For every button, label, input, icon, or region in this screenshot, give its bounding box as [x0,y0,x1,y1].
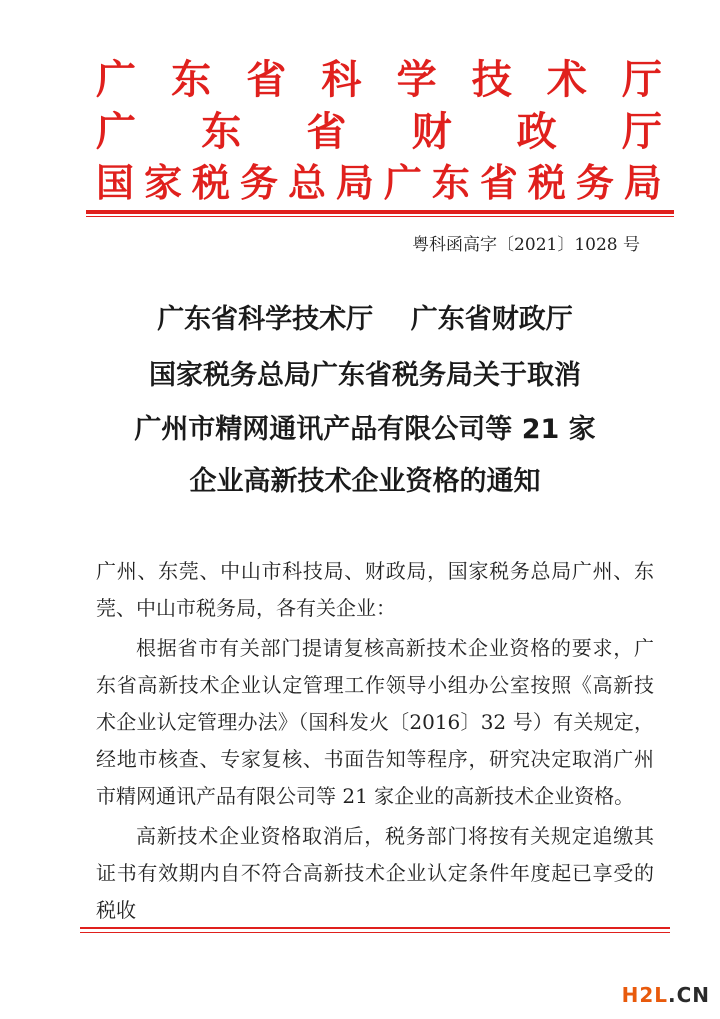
issuer-char: 务 [239,161,278,205]
issuer-char: 广 [383,161,422,205]
issuer-char: 东 [171,57,212,103]
footer-divider [80,927,670,929]
issuer-char: 学 [396,57,437,103]
notice-title-line-1: 广东省科学技术厅 广东省财政厅 [157,304,573,335]
notice-title-line-2: 国家税务总局广东省税务局关于取消 [149,360,581,391]
issuer-char: 税 [527,161,566,205]
notice-title-line-3: 广州市精网通讯产品有限公司等 21 家 [134,414,596,445]
body-paragraph-2: 高新技术企业资格取消后，税务部门将按有关规定追缴其证书有效期内自不符合高新技术企业认定条件年度起已享受的税收 [96,824,654,922]
header-divider [86,210,674,214]
issuer-char: 科 [321,57,362,103]
watermark-logo [622,983,710,1007]
issuer-line-tax-bureau [96,161,662,205]
issuer-char: 东 [201,109,242,155]
issuer-char: 省 [306,109,347,155]
watermark-suffix: .CN [667,983,710,1007]
issuer-char: 广 [96,109,136,155]
salutation: 广州、东莞、中山市科技局、财政局，国家税务总局广州、东莞、中山市税务局，各有关企业： [96,559,654,620]
issuer-char: 财 [411,109,452,155]
issuer-char: 厅 [621,57,662,103]
issuer-line-science-dept [96,57,662,103]
issuer-char: 国 [96,161,135,205]
issuer-char: 技 [471,57,512,103]
notice-body [96,553,654,929]
issuer-char: 厅 [621,109,662,155]
header-divider-thin [86,216,674,217]
notice-title-line-4: 企业高新技术企业资格的通知 [189,466,541,497]
issuer-char: 家 [143,161,182,205]
document-number: 粤科函高字〔2021〕1028 号 [412,235,640,255]
body-paragraph-1: 根据省市有关部门提请复核高新技术企业资格的要求，广东省高新技术企业认定管理工作领导小组办公室按照《高新技术企业认定管理办法》（国科发火〔2016〕32 号）有关规定，经地市核查、专家复核、书面告知等程序，研究决定取消广州市精网通讯产品有限公司等 21 家企业的高新技术企业资格。 [96,636,654,808]
footer-divider-thin [80,932,670,933]
issuer-char: 政 [516,109,557,155]
issuer-char: 务 [575,161,614,205]
issuer-char: 省 [246,57,287,103]
issuer-char: 术 [546,57,587,103]
watermark-main: H2L [621,983,668,1007]
issuer-char: 省 [479,161,518,205]
issuer-char: 东 [431,161,470,205]
issuer-line-finance-dept [96,109,662,155]
issuer-char: 总 [287,161,326,205]
issuer-char: 局 [623,161,662,205]
issuer-char: 局 [335,161,374,205]
issuer-char: 税 [191,161,230,205]
issuer-char: 广 [96,57,136,103]
